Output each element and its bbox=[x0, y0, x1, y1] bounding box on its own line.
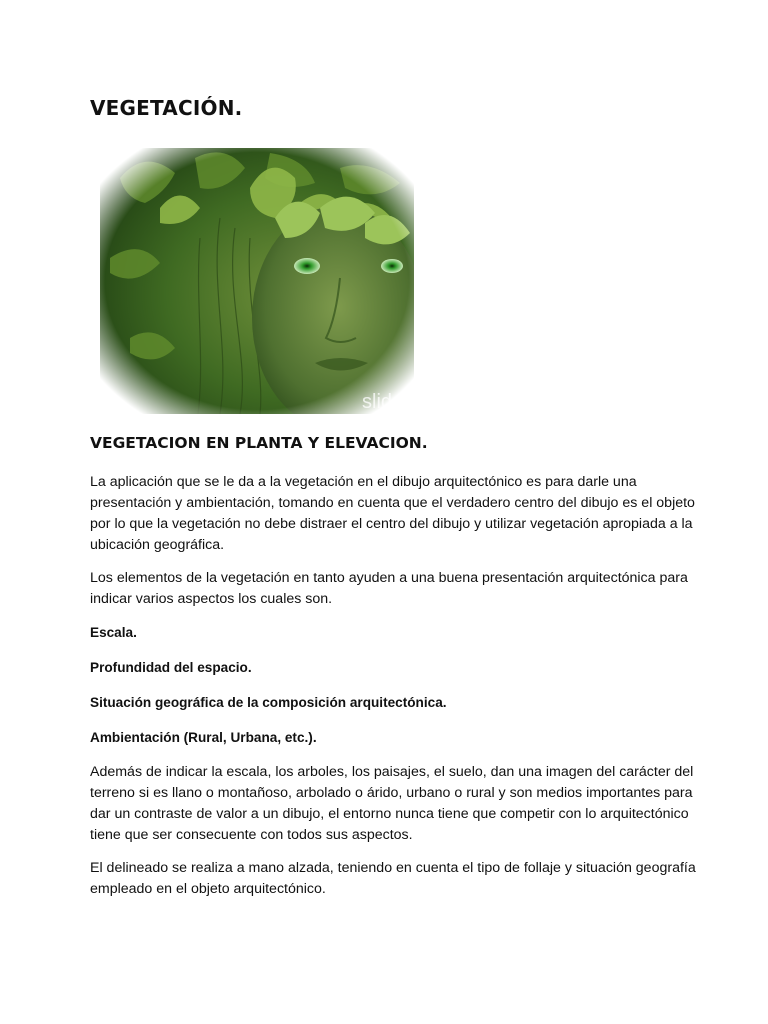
aspect-item-location: Situación geográfica de la composición arquitectónica. bbox=[90, 695, 447, 710]
document-body bbox=[90, 472, 710, 912]
section-subtitle: VEGETACION EN PLANTA Y ELEVACION. bbox=[90, 434, 428, 452]
aspect-item-depth: Profundidad del espacio. bbox=[90, 660, 252, 675]
paragraph-intro: La aplicación que se le da a la vegetación en el dibujo arquitectónico es para darle una presentación y ambientación, tomando en cuenta que el verdadero centro del dibujo es el objeto por lo que la vegetación no debe distraer el centro del dibujo y utilizar vegetación apropiada a la ubicación geográfica. bbox=[90, 474, 695, 553]
green-face-foliage-image bbox=[100, 148, 414, 414]
paragraph-elements: Los elementos de la vegetación en tanto ayuden a una buena presentación arquitectónica para indicar varios aspectos los cuales son. bbox=[90, 570, 688, 607]
image-watermark: slide bbox=[362, 391, 404, 413]
aspect-item-scale: Escala. bbox=[90, 625, 137, 640]
paragraph-context: Además de indicar la escala, los arboles, los paisajes, el suelo, dan una imagen del carácter del terreno si es llano o montañoso, arbolado o árido, urbano o rural y son medios importantes para dar un contraste de valor a un dibujo, el entorno nunca tiene que competir con lo arquitectónico tiene que ser consecuente con todos sus aspectos. bbox=[90, 764, 694, 843]
aspect-item-ambience: Ambientación (Rural, Urbana, etc.). bbox=[90, 730, 317, 745]
paragraph-outline: El delineado se realiza a mano alzada, teniendo en cuenta el tipo de follaje y situación geografía empleado en el objeto arquitectónico. bbox=[90, 860, 696, 897]
document-title: VEGETACIÓN. bbox=[90, 96, 243, 120]
